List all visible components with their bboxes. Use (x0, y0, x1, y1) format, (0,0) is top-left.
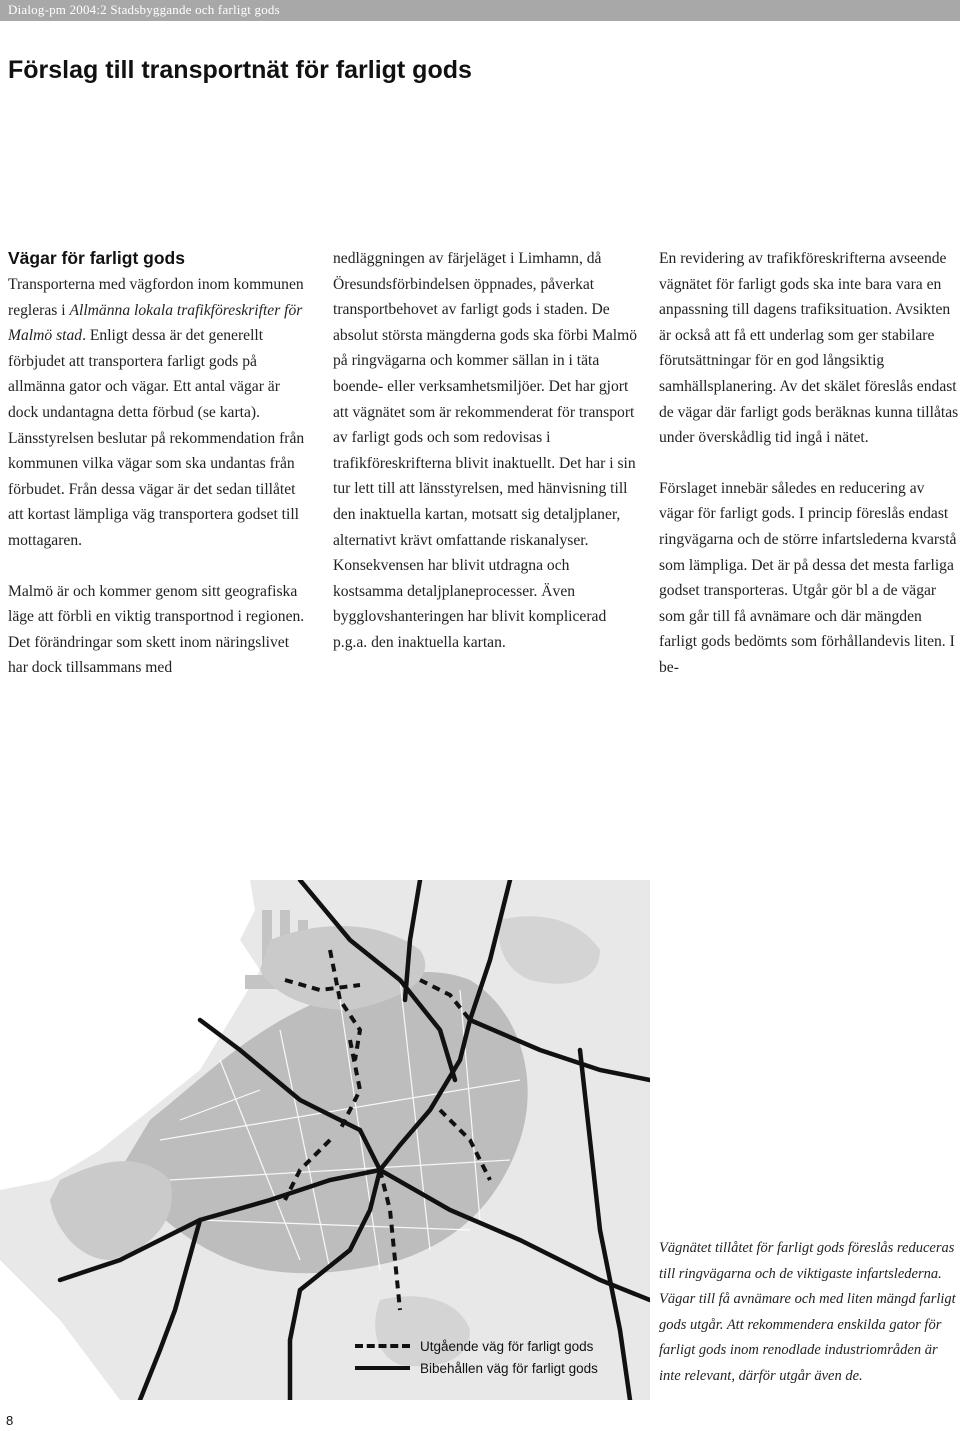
page-number: 8 (6, 1413, 14, 1428)
legend-label: Utgående väg för farligt gods (420, 1338, 594, 1354)
paragraph: nedläggningen av färjeläget i Limhamn, då Öresundsförbindelsen öppnades, påverkat transportbehovet av farligt gods i staden. De absolut största mängderna gods ska förbi Malmö på ringvägarna och kommer sällan in i täta boende- eller verksamhetsmiljöer. Det har gjort att vägnätet som är rekommenderat för transport av farligt gods och som redovisas i trafikföreskrifterna blivit inaktuellt. Det har i sin tur lett till att länsstyrelsen, med hänvisning till den inaktuella kartan, motsatt sig detaljplaner, alternativt krävt omfattande riskanalyser. Konsekvensen har blivit utdragna och kostsamma detaljplaneprocesser. Även bygglovshanteringen har blivit komplicerad p.g.a. den inaktuella kartan. (333, 250, 638, 651)
page-title: Förslag till transportnät för farligt gods (8, 56, 472, 84)
paragraph-emphasis: Allmänna lokala trafikföreskrifter för Malmö stad (8, 301, 303, 345)
paragraph (8, 272, 308, 554)
paragraph: Malmö är och kommer genom sitt geografiska läge att förbli en viktig transportnod i regionen. Det förändringar som skett inom näringslivet har dock tillsammans med (8, 582, 305, 677)
legend-item-solid (355, 1357, 598, 1379)
solid-line-swatch (355, 1366, 410, 1370)
paragraph-text: Transporterna med vägfordon inom kommunen regleras i (8, 276, 304, 319)
map-caption: Vägnätet tillåtet för farligt gods föreslås reduceras till ringvägarna och de viktigaste infartslederna. Vägar till få avnämare och med liten mängd farligt gods utgår. Att rekommendera enskilda gator för farligt gods inom renodlade industriområden är inte relevant, därför utgår även de. (659, 1240, 956, 1384)
paragraph: Förslaget innebär således en reducering av vägar för farligt gods. I princip föreslås endast ringvägarna och de större infartslederna kvarstå som lämpliga. Det är på dessa det mesta farliga godset transporteras. Utgår gör bl a de vägar som går till få avnämare och där mängden farligt gods bedömts som förhållandevis liten. I be- (659, 479, 957, 676)
running-header-bar (0, 0, 960, 21)
dashed-line-swatch (355, 1344, 410, 1348)
legend-item-dashed (355, 1335, 598, 1357)
running-header-text: Dialog-pm 2004:2 Stadsbyggande och farligt gods (8, 2, 280, 17)
text-column-1 (8, 246, 308, 681)
paragraph-text: . Enligt dessa är det generellt förbjudet att transportera farligt gods på allmänna gator och vägar. Ett antal vägar är dock undantagna detta förbud (se karta). Länsstyrelsen beslutar på rekommendation från kommunen vilka vägar som ska undantas från förbudet. Från dessa vägar är det sedan tillåtet att kortast lämpliga väg transportera godset till mottagaren. (8, 327, 305, 549)
section-heading: Vägar för farligt gods (8, 248, 185, 268)
text-column-3 (659, 246, 959, 681)
map-legend (355, 1335, 598, 1379)
text-column-2 (333, 246, 638, 656)
route-map (0, 880, 650, 1400)
paragraph: En revidering av trafikföreskrifterna avseende vägnätet för farligt gods ska inte bara vara en anpassning till dagens trafiksituation. Avsikten är också att få ett underlag som ger stabilare förutsättningar för en god långsiktig samhällsplanering. Av det skälet föreslås endast de vägar där farligt gods beräknas kunna tillåtas under överskådlig tid ingå i nätet. (659, 250, 959, 447)
legend-label: Bibehållen väg för farligt gods (420, 1360, 598, 1376)
